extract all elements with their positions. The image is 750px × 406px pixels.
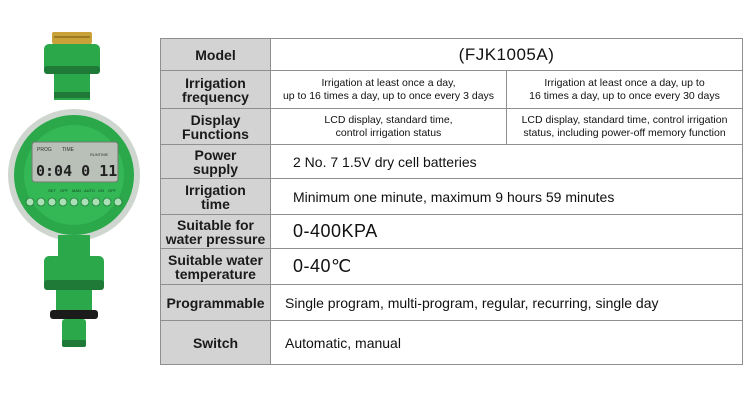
irrigation-frequency-label [161,71,271,109]
row-power-supply [161,145,743,179]
label-line: frequency [182,88,249,105]
irrigation-time-label [161,179,271,215]
top-nut-shade [44,66,100,74]
label-line: Power [194,146,237,163]
water-temperature-label [161,249,271,285]
lcd-label-left: PROG [37,147,52,153]
irrigation-frequency-value-a [271,71,507,109]
water-temperature-value: 0-40℃ [271,249,743,285]
lcd-label-right: RUNTIME [90,152,109,157]
timer-buttons [26,198,122,206]
label-line: Suitable for [176,216,254,233]
button-label-2: MAN [72,188,81,193]
value-line: control irrigation status [335,126,442,139]
label-line: Irrigation [185,74,246,91]
timer-button [48,198,56,206]
button-label-3: AUTO [84,188,96,193]
lcd-label-mid: TIME [62,147,74,153]
label-line: time [201,195,230,212]
label-line: Functions [182,125,249,142]
switch-value: Automatic, manual [271,321,743,365]
brass-cap-thread [54,36,90,38]
label-line: Suitable water [168,251,263,268]
button-label-4: ON [98,188,104,193]
label-line: water pressure [165,230,266,247]
label-line: temperature [175,265,256,282]
row-water-pressure [161,215,743,249]
button-label-1: OFF [60,188,68,193]
label-line: Irrigation [185,181,246,198]
top-connector-shade [54,92,90,98]
model-label: Model [161,39,271,71]
power-supply-value: 2 No. 7 1.5V dry cell batteries [271,145,743,179]
display-functions-value-b [507,109,743,145]
timer-button [59,198,67,206]
row-switch [161,321,743,365]
value-line: Irrigation at least once a day, [321,76,456,89]
value-line: Irrigation at least once a day, up to [544,76,705,89]
timer-button [81,198,89,206]
water-pressure-value: 0-400KPA [271,215,743,249]
display-functions-value-a [271,109,507,145]
water-timer-image [0,30,158,370]
row-irrigation-frequency [161,71,743,109]
irrigation-time-value: Minimum one minute, maximum 9 hours 59 minutes [271,179,743,215]
hose-tip-shade [62,340,86,347]
irrigation-frequency-value-b [507,71,743,109]
timer-button [92,198,100,206]
lcd-digits: 0:04 0 11 [36,162,118,180]
timer-button [37,198,45,206]
value-line: LCD display, standard time, [324,113,453,126]
programmable-value: Single program, multi-program, regular, recurring, single day [271,285,743,321]
row-irrigation-time [161,179,743,215]
button-label-5: OFF [108,188,116,193]
row-display-functions [161,109,743,145]
label-line: Display [190,111,241,128]
button-label-0: SET [48,188,56,193]
bottom-nut-shade [44,280,104,290]
row-water-temperature [161,249,743,285]
value-line: 16 times a day, up to once every 30 days [529,89,720,102]
timer-button [26,198,34,206]
timer-button [70,198,78,206]
value-line: LCD display, standard time, control irrigation [521,113,728,126]
black-oring [50,310,98,319]
row-model [161,39,743,71]
timer-button [103,198,111,206]
switch-label: Switch [161,321,271,365]
value-line: up to 16 times a day, up to once every 3 days [282,89,495,102]
programmable-label: Programmable [161,285,271,321]
power-supply-label [161,145,271,179]
spec-table [160,38,743,365]
bottom-stem [58,235,90,257]
row-programmable [161,285,743,321]
display-functions-label [161,109,271,145]
model-value: (FJK1005A) [271,39,743,71]
hose-connector [56,290,92,312]
value-line: status, including power-off memory function [523,126,726,139]
timer-button [114,198,122,206]
label-line: supply [192,160,239,177]
water-pressure-label [161,215,271,249]
